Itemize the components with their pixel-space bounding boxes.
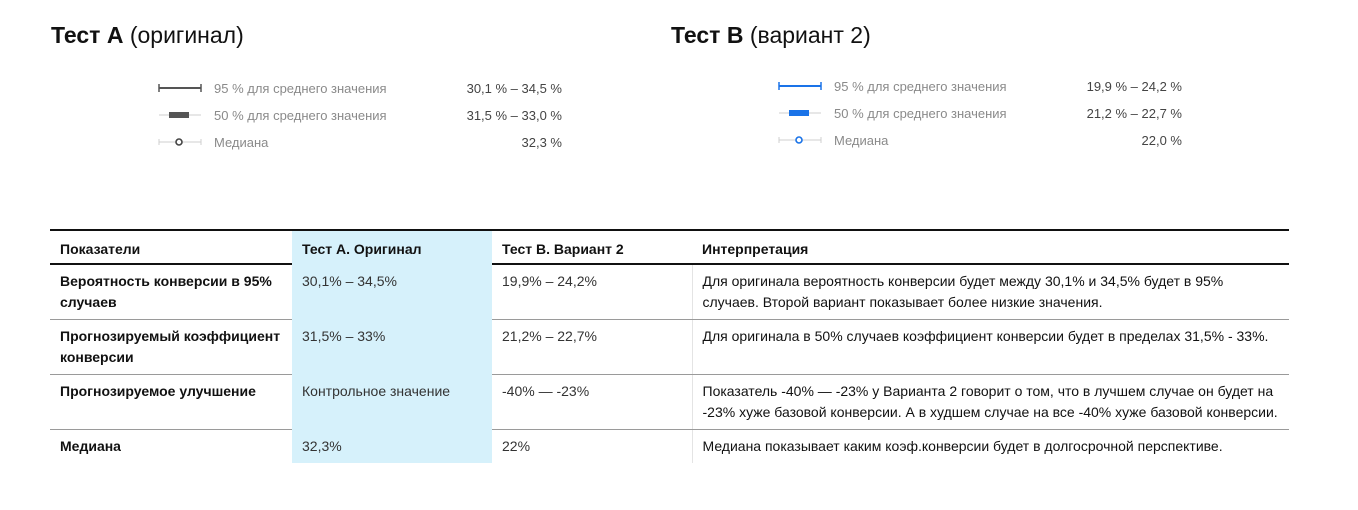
legend-label: 95 % для среднего значения [214,81,387,96]
table-row [50,430,1289,464]
table-row [50,375,1289,430]
legend-row [778,104,1198,131]
metric-cell: Прогнозируемое улучшение [50,375,292,430]
legend-label: 50 % для среднего значения [834,106,1007,121]
legend-row [778,131,1198,158]
table-row [50,264,1289,320]
test-b-title [671,22,871,49]
legend-label: 50 % для среднего значения [214,108,387,123]
metric-cell: Прогнозируемый коэффициент конверсии [50,320,292,375]
header-metrics: Показатели [50,230,292,264]
test-a-title [51,22,244,49]
legend-label: 95 % для среднего значения [834,79,1007,94]
test-a-title-bold: Тест А [51,22,124,48]
legend-value: 30,1 % – 34,5 % [466,81,562,96]
test-b-cell: 21,2% – 22,7% [492,320,692,375]
table-row [50,320,1289,375]
test-a-cell: Контрольное значение [292,375,492,430]
interpretation-cell: Показатель -40% — -23% у Варианта 2 говорит о том, что в лучшем случае он будет на -23% хуже базовой конверсии. А в худшем случае на все -40% хуже базовой конверсии. [692,375,1289,430]
header-test-b: Тест В. Вариант 2 [492,230,692,264]
test-b-title-bold: Тест B [671,22,744,48]
test-b-cell: 19,9% – 24,2% [492,264,692,320]
test-a-title-sub: (оригинал) [129,22,244,48]
legend-value: 19,9 % – 24,2 % [1086,79,1182,94]
test-b-cell: -40% — -23% [492,375,692,430]
median-dot-icon [778,133,822,147]
test-b-cell: 22% [502,438,531,454]
legend-row [158,79,578,106]
header-test-a: Тест А. Оригинал [292,230,492,264]
comparison-table [50,229,1289,463]
legend-value: 22,0 % [1141,133,1182,148]
table-header-row [50,230,1289,264]
metric-cell: Медиана [60,438,121,454]
test-a-legend [158,79,578,160]
legend-row [778,77,1198,104]
legend-value: 21,2 % – 22,7 % [1086,106,1182,121]
metric-cell: Вероятность конверсии в 95% случаев [50,264,292,320]
ci95-whisker-icon [158,81,202,95]
test-b-legend [778,77,1198,158]
legend-value: 31,5 % – 33,0 % [466,108,562,123]
legend-row [158,106,578,133]
test-b-title-sub: (вариант 2) [749,22,871,48]
legend-value: 32,3 % [521,135,562,150]
legend-label: Медиана [834,133,889,148]
legend-row [158,133,578,160]
median-dot-icon [158,135,202,149]
test-a-cell: 30,1% – 34,5% [292,264,492,320]
interpretation-cell: Медиана показывает каким коэф.конверсии будет в долгосрочной перспективе. [692,430,1289,464]
header-interpretation: Интерпретация [692,230,1289,264]
ci50-bar-icon [778,106,822,120]
test-a-cell: 31,5% – 33% [292,320,492,375]
interpretation-cell: Для оригинала в 50% случаев коэффициент конверсии будет в пределах 31,5% - 33%. [692,320,1289,375]
interpretation-cell: Для оригинала вероятность конверсии будет между 30,1% и 34,5% будет в 95% случаев. Второй вариант показывает более низкие значения. [692,264,1289,320]
ci50-bar-icon [158,108,202,122]
test-a-cell: 32,3% [292,430,492,464]
ci95-whisker-icon [778,79,822,93]
legend-label: Медиана [214,135,269,150]
